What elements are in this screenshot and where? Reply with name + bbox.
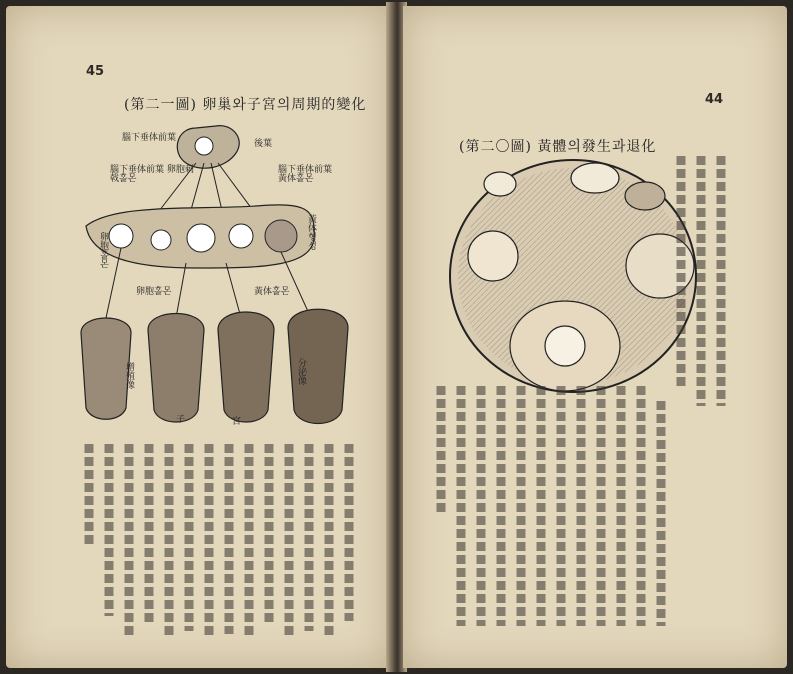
label-anterior-pituitary: 腦下垂体前葉: [122, 133, 177, 143]
label-corpus-luteum-formation: 黃体형성: [306, 214, 316, 250]
label-progesterone: 黃体홀몬: [254, 287, 290, 297]
label-posterior-lobe: 後葉: [254, 139, 273, 149]
ovary-uterus-cycle-figure: [76, 118, 376, 418]
label-uterus-2: 宮: [232, 417, 242, 427]
label-fsh: 腦下垂体前葉 卵胞刺戟홀몬: [110, 165, 194, 184]
label-proliferative-phase: 增殖像: [124, 362, 134, 389]
left-page: [6, 6, 390, 668]
figure-20-caption: (第二〇圖) 黃體의發生과退化: [459, 139, 657, 155]
page-number-45: 45: [86, 64, 105, 79]
label-lh: 腦下垂体前葉 黃体홀몬: [278, 165, 333, 184]
label-uterus-1: 子: [176, 415, 186, 425]
label-secretory-phase: 分泌像: [296, 358, 306, 385]
left-body-text-columns: [64, 436, 364, 656]
right-body-text-columns: [413, 156, 733, 656]
label-follicle-hormone-lower: 卵胞홀몬: [136, 287, 172, 297]
label-follicle-hormone: 卵胞홀몬: [98, 232, 108, 268]
figure-21-caption: (第二一圖) 卵巢와子宮의周期的變化: [124, 97, 367, 113]
right-page: [403, 6, 787, 668]
page-number-44: 44: [705, 92, 724, 107]
